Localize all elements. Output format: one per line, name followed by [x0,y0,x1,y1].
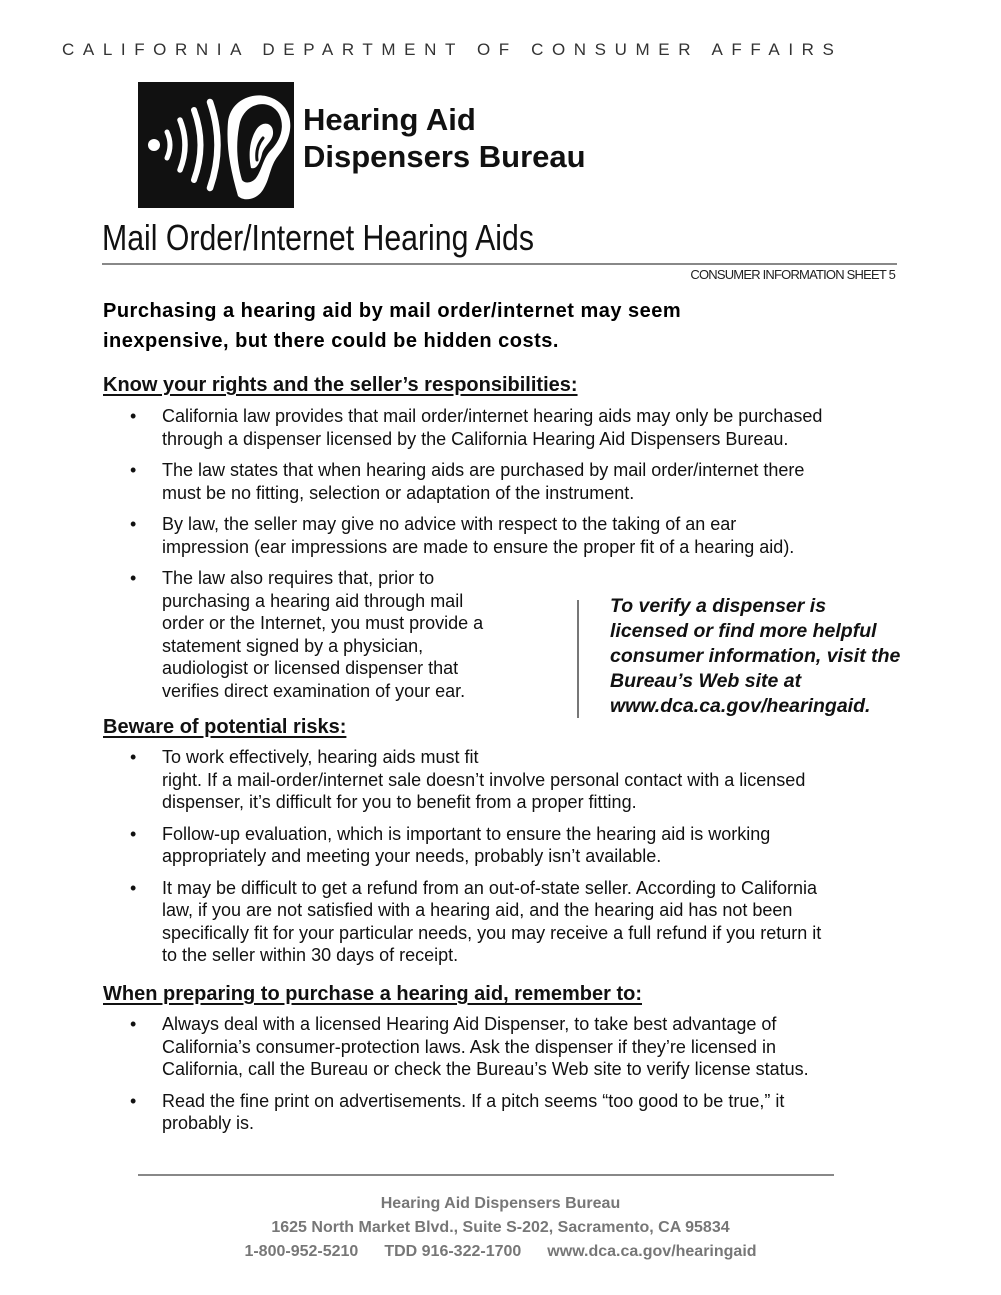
footer-phone: 1-800-952-5210 [244,1243,359,1260]
list-item-line: statement signed by a physician, [162,635,424,656]
callout-line: Bureau’s Web site at [610,670,802,692]
list-item-line: • The law also requires that, prior to [162,568,435,588]
list-item-line: specifically fit for your particular needs, you may receive a full refund if you return it [162,922,822,943]
bureau-name [303,101,586,175]
list-item-line: appropriately and meeting your needs, probably isn’t available. [162,846,662,866]
title-divider [102,263,897,265]
list-item [0,459,905,504]
section-heading-risks: Beware of potential risks: [103,716,347,738]
list-item-line: impression (ear impressions are made to ensure the proper fit of a hearing aid). [162,536,795,557]
callout-line: www.dca.ca.gov/hearingaid. [610,695,871,717]
footer-contact-line [0,1240,1001,1264]
bureau-name-line: Dispensers Bureau [303,139,586,174]
risks-list [0,746,905,967]
agency-name: CALIFORNIA DEPARTMENT OF CONSUMER AFFAIRS [62,40,843,59]
list-item-line: order or the Internet, you must provide a [162,613,484,633]
list-item-line: probably is. [162,1113,255,1133]
footer-bureau-name: Hearing Aid Dispensers Bureau [380,1195,621,1212]
list-item [0,823,905,868]
list-item-line: California’s consumer-protection laws. Ask the dispenser if they’re licensed in [162,1036,776,1057]
list-item-line: audiologist or licensed dispenser that [162,658,459,678]
list-item [0,746,905,814]
bureau-name-line: Hearing Aid [303,102,476,137]
footer-divider [138,1174,834,1176]
list-item [0,1090,905,1135]
list-item-line: to the seller within 30 days of receipt. [162,945,459,965]
list-item-line: • By law, the seller may give no advice with respect to the taking of an ear [162,514,737,534]
callout-divider [577,600,579,718]
page-title: Mail Order/Internet Hearing Aids [102,217,534,258]
list-item [0,1013,905,1081]
ear-with-sound-waves-icon [138,82,294,208]
callout-line: consumer information, visit the [610,645,901,667]
list-item [0,877,905,967]
callout-line: To verify a dispenser is [610,595,827,617]
list-item-line: • Read the fine print on advertisements. If a pitch seems “too good to be true,” it [162,1090,785,1111]
lead-line: Purchasing a hearing aid by mail order/internet may seem [103,300,682,322]
list-item-line: purchasing a hearing aid through mail [162,590,464,611]
remember-list [0,1013,905,1135]
list-item [0,405,905,450]
section-heading-remember: When preparing to purchase a hearing aid, remember to: [103,983,642,1005]
list-item-line: dispenser, it’s difficult for you to benefit from a proper fitting. [162,792,637,812]
lead-line: inexpensive, but there could be hidden costs. [103,330,559,352]
list-item-line: must be no fitting, selection or adaptation of the instrument. [162,482,635,503]
list-item-line: through a dispenser licensed by the California Hearing Aid Dispensers Bureau. [162,428,789,449]
list-item-line: • To work effectively, hearing aids must fit [162,747,479,767]
callout-line: licensed or find more helpful [610,620,877,642]
list-item-line: • California law provides that mail order/internet hearing aids may only be purchased [162,406,823,426]
lead-statement [103,296,863,356]
list-item-line: • Always deal with a licensed Hearing Aid Dispenser, to take best advantage of [162,1014,777,1034]
list-item-line: • It may be difficult to get a refund from an out-of-state seller. According to California [162,877,818,898]
section-heading-rights: Know your rights and the seller’s responsibilities: [103,374,578,396]
list-item-line: • Follow-up evaluation, which is important to ensure the hearing aid is working [162,823,771,844]
callout-website [610,594,950,719]
list-item-line: right. If a mail-order/internet sale doesn’t involve personal contact with a licensed [162,769,806,790]
footer-address: 1625 North Market Blvd., Suite S-202, Sacramento, CA 95834 [271,1219,730,1236]
footer-website-link[interactable]: www.dca.ca.gov/hearingaid [547,1243,757,1260]
list-item-line: verifies direct examination of your ear. [162,680,466,701]
footer-tdd: TDD 916-322-1700 [384,1243,522,1260]
list-item-line: law, if you are not satisfied with a hearing aid, and the hearing aid has not been [162,900,793,920]
list-item-line: California, call the Bureau or check the Bureau’s Web site to verify license status. [162,1059,809,1079]
list-item-line: • The law states that when hearing aids are purchased by mail order/internet there [162,460,805,480]
sheet-label: CONSUMER INFORMATION SHEET 5 [690,267,895,282]
list-item [0,513,905,558]
